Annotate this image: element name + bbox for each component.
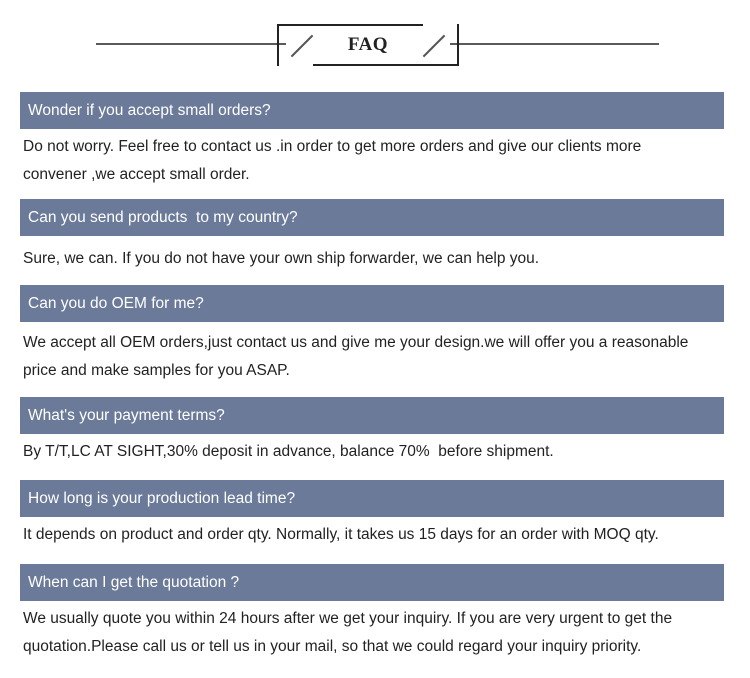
faq-question-5: How long is your production lead time? <box>20 480 724 517</box>
faq-answer-4: By T/T,LC AT SIGHT,30% deposit in advance, balance 70% before shipment. <box>23 443 554 460</box>
faq-answer-3: We accept all OEM orders,just contact us and give me your design.we will offer you a reasonable price and make samples for you ASAP. <box>23 334 689 379</box>
faq-answer-6: We usually quote you within 24 hours after we get your inquiry. If you are very urgent to get the quotation.Please call us or tell us in your mail, so that we could regard your inquiry priority. <box>23 610 673 655</box>
faq-question-3: Can you do OEM for me? <box>20 285 724 322</box>
header-divider-left <box>96 43 286 45</box>
faq-question-1: Wonder if you accept small orders? <box>20 92 724 129</box>
faq-question-2: Can you send products to my country? <box>20 199 724 236</box>
faq-header <box>0 0 750 80</box>
faq-title-frame <box>277 24 459 66</box>
header-divider-right <box>450 43 659 45</box>
faq-answer-2: Sure, we can. If you do not have your own ship forwarder, we can help you. <box>23 250 540 267</box>
page-title: FAQ <box>347 34 389 55</box>
faq-question-4: What's your payment terms? <box>20 397 724 434</box>
faq-question-6: When can I get the quotation ? <box>20 564 724 601</box>
faq-answer-5: It depends on product and order qty. Normally, it takes us 15 days for an order with MOQ qty. <box>23 526 659 543</box>
faq-answer-1: Do not worry. Feel free to contact us .in order to get more orders and give our clients more convener ,we accept small order. <box>23 138 642 183</box>
